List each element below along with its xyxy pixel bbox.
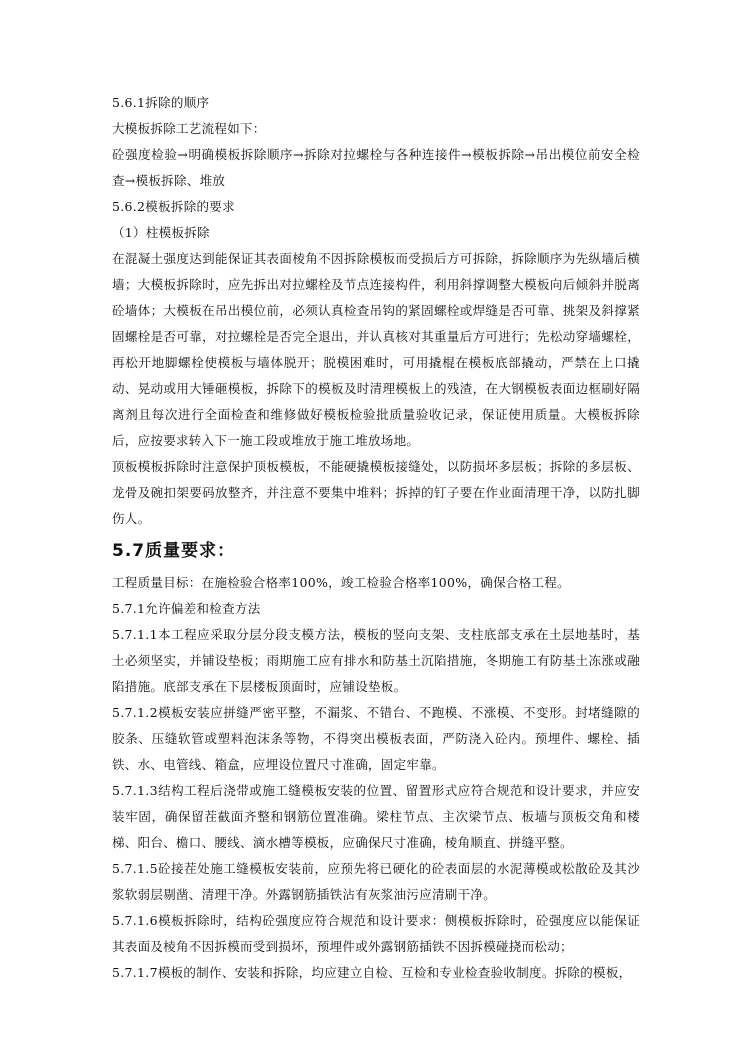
paragraph-slab-formwork-removal: 顶板模板拆除时注意保护顶板模板，不能硬撬模板接缝处，以防损坏多层板；拆除的多层板、龙骨及碗扣架要码放整齐，并注意不要集中堆料；拆掉的钉子要在作业面清理干净，以防扎脚伤人。 <box>112 459 640 526</box>
clause-5-7-1-3: 5.7.1.3结构工程后浇带或施工缝模板安装的位置、留置形式应符合规范和设计要求，并应安装牢固，确保留茬截面齐整和钢筋位置准确。梁柱节点、主次梁节点、板墙与顶板交角和楼梯、阳台、檐口、腰线、滴水槽等模板，应确保尺寸准确，棱角顺直、拼缝平整。 <box>112 783 640 850</box>
item-column-formwork: （1）柱模板拆除 <box>112 225 210 240</box>
heading-5-6-1: 5.6.1拆除的顺序 <box>112 95 210 110</box>
document-body <box>112 90 640 986</box>
clause-5-7-1-2: 5.7.1.2模板安装应拼缝严密平整，不漏浆、不错台、不跑模、不涨模、不变形。封堵缝隙的胶条、压缝软管或塑料泡沫条等物，不得突出模板表面，严防浇入砼内。预埋件、螺栓、插铁、水、电管线、箱盒，应埋设位置尺寸准确，固定牢靠。 <box>112 705 640 772</box>
clause-5-7-1-5: 5.7.1.5砼接茬处施工缝模板安装前，应预先将已硬化的砼表面层的水泥薄模或松散砼及其沙浆软弱层剔凿、清理干净。外露钢筋插铁沾有灰浆油污应清刷干净。 <box>112 861 640 902</box>
heading-5-6-2: 5.6.2模板拆除的要求 <box>112 199 235 214</box>
clause-5-7-1-6: 5.7.1.6模板拆除时，结构砼强度应符合规范和设计要求：侧模板拆除时，砼强度应以能保证其表面及棱角不因拆模而受到损坏，预埋件或外露钢筋插铁不因拆模碰挠而松动； <box>112 913 640 954</box>
clause-5-7-1-1: 5.7.1.1本工程应采取分层分段支模方法，模板的竖向支架、支柱底部支承在土层地基时，基土必须坚实，并铺设垫板；雨期施工应有排水和防基土沉陷措施，冬期施工有防基土冻涨或融陷措施。底部支承在下层楼板顶面时，应铺设垫板。 <box>112 627 640 694</box>
flow-intro: 大模板拆除工艺流程如下： <box>112 121 266 136</box>
paragraph-wall-formwork-removal: 在混凝土强度达到能保证其表面棱角不因拆除模板而受损后方可拆除，拆除顺序为先纵墙后横墙；大模板拆除时，应先拆出对拉螺栓及节点连接构件，利用斜撑调整大模板向后倾斜并脱离砼墙体；大模板在吊出模位前，必须认真检查吊钩的紧固螺栓或焊缝是否可靠、挑架及斜撑紧固螺栓是否可靠，对拉螺栓是否完全退出，并认真核对其重量后方可进行；先松动穿墙螺栓，再松开地脚螺栓使模板与墙体脱开；脱模困难时，可用撬棍在模板底部撬动，严禁在上口撬动、晃动或用大锤砸模板，拆除下的模板及时清理模板上的残渣，在大钢模板表面边框刷好隔离剂且每次进行全面检查和维修做好模板检验批质量验收记录，保证使用质量。大模板拆除后，应按要求转入下一施工段或堆放于施工堆放场地。 <box>112 251 640 448</box>
flow-steps: 砼强度检验→明确模板拆除顺序→拆除对拉螺栓与各种连接件→模板拆除→吊出模位前安全检查→模板拆除、堆放 <box>112 147 640 188</box>
heading-5-7-1: 5.7.1允许偏差和检查方法 <box>112 601 261 616</box>
section-heading-5-7: 5.7质量要求： <box>112 541 236 561</box>
clause-5-7-1-7: 5.7.1.7模板的制作、安装和拆除，均应建立自检、互检和专业检查验收制度。拆除的模板， <box>112 965 632 980</box>
quality-target: 工程质量目标：在施检验合格率100%，竣工检验合格率100%，确保合格工程。 <box>112 575 570 590</box>
